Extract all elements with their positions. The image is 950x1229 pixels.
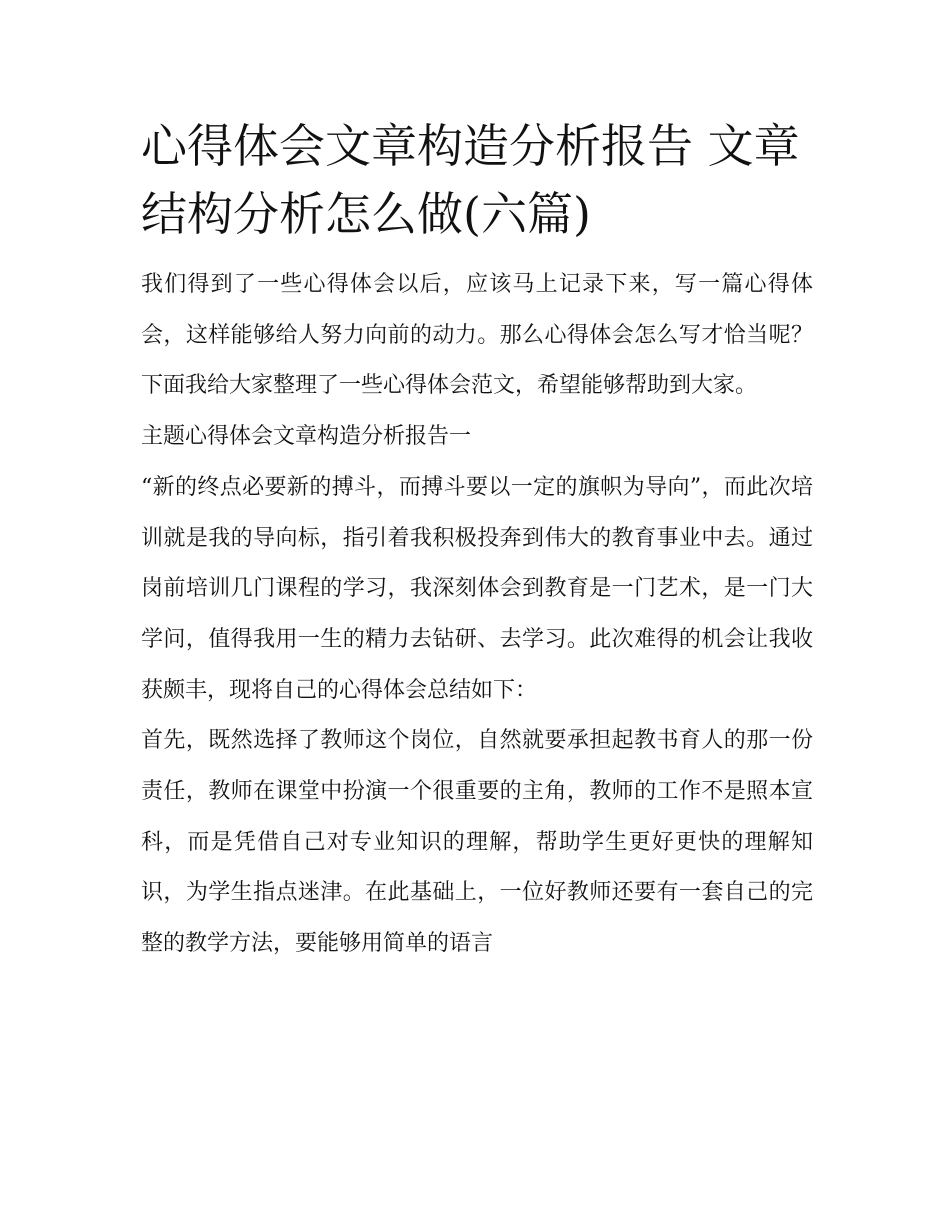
intro-paragraph: 我们得到了一些心得体会以后，应该马上记录下来，写一篇心得体会，这样能够给人努力向前的动力。那么心得体会怎么写才恰当呢？下面我给大家整理了一些心得体会范文，希望能够帮助到大家。	[141, 272, 813, 399]
body-paragraph: “新的终点必要新的搏斗，而搏斗要以一定的旗帜为导向”，而此次培训就是我的导向标，指引着我积极投奔到伟大的教育事业中去。通过岗前培训几门课程的学习，我深刻体会到教育是一门艺术，是一门大学问，值得我用一生的精力去钻研、去学习。此次难得的机会让我收获颇丰，现将自己的心得体会总结如下：	[141, 474, 813, 703]
body-paragraph: 首先，既然选择了教师这个岗位，自然就要承担起教书育人的那一份责任，教师在课堂中扮演一个很重要的主角，教师的工作不是照本宣科，而是凭借自己对专业知识的理解，帮助学生更好更快的理解知识，为学生指点迷津。在此基础上，一位好教师还要有一套自己的完整的教学方法，要能够用简单的语言	[141, 728, 813, 957]
document-body	[141, 112, 813, 970]
section-heading: 主题心得体会文章构造分析报告一	[141, 424, 472, 450]
document-title: 心得体会文章构造分析报告 文章结构分析怎么做(六篇)	[141, 119, 800, 241]
